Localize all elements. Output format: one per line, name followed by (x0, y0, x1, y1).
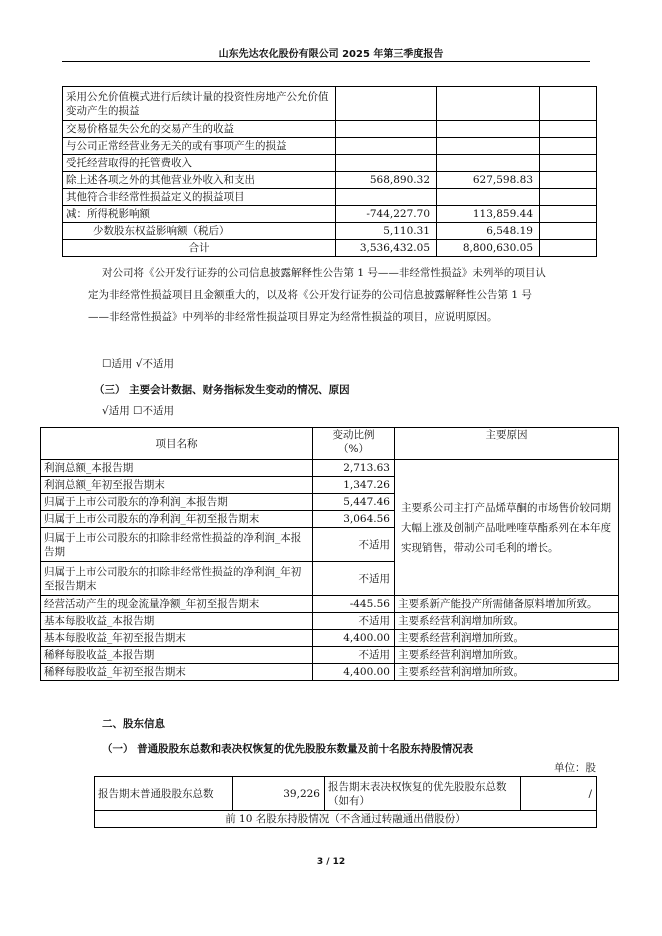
table-row (63, 189, 597, 206)
table-header-row (41, 428, 619, 460)
note-cell (540, 138, 597, 155)
applicability-check-2: √适用 ☐不适用 (102, 405, 174, 417)
value-ytd: 113,859.44 (437, 206, 540, 223)
section-two-one-title: （一） 普通股股东总数和表决权恢复的优先股股东数量及前十名股东持股情况表 (102, 743, 474, 755)
table-row (41, 596, 619, 613)
table-row-total (63, 240, 597, 257)
section-two-title: 二、股东信息 (102, 718, 165, 730)
page-number: 3 / 12 (316, 857, 346, 867)
top10-holders-caption: 前 10 名股东持股情况（不含通过转融通出借股份） (95, 811, 597, 828)
table-row (41, 647, 619, 664)
common-holders-label: 报告期末普通股股东总数 (95, 777, 233, 811)
item-cell: 归属于上市公司股东的净利润_年初至报告期末 (41, 511, 313, 528)
table-row (63, 206, 597, 223)
ratio-cell: 4,400.00 (313, 664, 395, 681)
table-row (41, 460, 619, 477)
ratio-cell: 5,447.46 (313, 494, 395, 511)
header-ratio (313, 428, 395, 460)
item-cell: 利润总额_年初至报告期末 (41, 477, 313, 494)
item-cell: 除上述各项之外的其他营业外收入和支出 (63, 172, 336, 189)
value-current (336, 155, 437, 172)
item-cell: 经营活动产生的现金流量净额_年初至报告期末 (41, 596, 313, 613)
item-cell: 与公司正常经营业务无关的或有事项产生的损益 (63, 138, 336, 155)
page-header-title: 山东先达农化股份有限公司 2025 年第三季度报告 (218, 49, 444, 60)
value-current: 568,890.32 (336, 172, 437, 189)
table-row (63, 121, 597, 138)
non-recurring-items-table (62, 86, 597, 257)
item-cell: 其他符合非经常性损益定义的损益项目 (63, 189, 336, 206)
value-current: 5,110.31 (336, 223, 437, 240)
item-cell: 少数股东权益影响额（税后） (63, 223, 336, 240)
shareholder-count-table (94, 776, 597, 828)
value-ytd: 627,598.83 (437, 172, 540, 189)
note-cell (540, 206, 597, 223)
value-current (336, 138, 437, 155)
table-row (41, 630, 619, 647)
preferred-holders-value: / (521, 777, 597, 811)
value-ytd: 6,548.19 (437, 223, 540, 240)
item-cell: 受托经营取得的托管费收入 (63, 155, 336, 172)
item-cell: 稀释每股收益_年初至报告期末 (41, 664, 313, 681)
item-cell: 归属于上市公司股东的扣除非经常性损益的净利润_年初至报告期末 (41, 562, 313, 596)
header-rule (62, 61, 590, 62)
ratio-cell: 不适用 (313, 528, 395, 562)
item-cell: 减：所得税影响额 (63, 206, 336, 223)
ratio-cell: 2,713.63 (313, 460, 395, 477)
value-ytd (437, 87, 540, 121)
item-cell: 采用公允价值模式进行后续计量的投资性房地产公允价值变动产生的损益 (63, 87, 336, 121)
item-cell: 利润总额_本报告期 (41, 460, 313, 477)
table-row (41, 664, 619, 681)
note-cell (540, 155, 597, 172)
header-ratio-line1: 变动比例 (332, 429, 375, 441)
total-ytd: 8,800,630.05 (437, 240, 540, 257)
paragraph-line: ——非经常性损益》中列举的非经常性损益项目界定为经常性损益的项目，应说明原因。 (88, 311, 498, 323)
table-row (41, 613, 619, 630)
section-three-title: （三） 主要会计数据、财务指标发生变动的情况、原因 (94, 384, 350, 396)
item-cell: 归属于上市公司股东的扣除非经常性损益的净利润_本报告期 (41, 528, 313, 562)
table-row (63, 87, 597, 121)
note-cell (540, 121, 597, 138)
table-row (95, 777, 597, 811)
header-ratio-line2: （%） (338, 443, 369, 455)
header-reason: 主要原因 (395, 428, 619, 460)
reason-cell: 主要系经营利润增加所致。 (395, 613, 619, 630)
unit-label: 单位：股 (554, 762, 596, 774)
preferred-holders-label: 报告期末表决权恢复的优先股股东总数（如有） (325, 777, 521, 811)
merged-reason-cell: 主要系公司主打产品烯草酮的市场售价较同期大幅上涨及创制产品吡唑喹草酯系列在本年度实现销售，带动公司毛利的增长。 (395, 460, 619, 596)
note-cell (540, 240, 597, 257)
item-cell: 交易价格显失公允的交易产生的收益 (63, 121, 336, 138)
value-ytd (437, 189, 540, 206)
total-current: 3,536,432.05 (336, 240, 437, 257)
header-item: 项目名称 (41, 428, 313, 460)
ratio-cell: 不适用 (313, 562, 395, 596)
reason-cell: 主要系经营利润增加所致。 (395, 630, 619, 647)
item-cell: 基本每股收益_年初至报告期末 (41, 630, 313, 647)
reason-cell: 主要系经营利润增加所致。 (395, 664, 619, 681)
note-cell (540, 87, 597, 121)
value-current (336, 189, 437, 206)
ratio-cell: 3,064.56 (313, 511, 395, 528)
item-cell: 归属于上市公司股东的净利润_本报告期 (41, 494, 313, 511)
table-row (63, 138, 597, 155)
ratio-cell: 1,347.26 (313, 477, 395, 494)
common-holders-value: 39,226 (233, 777, 325, 811)
applicability-check-1: ☐适用 √不适用 (102, 358, 174, 370)
paragraph-line: 定为非经常性损益项目且金额重大的，以及将《公开发行证券的公司信息披露解释性公告第 1 号 (88, 289, 532, 301)
value-current (336, 121, 437, 138)
value-ytd (437, 138, 540, 155)
ratio-cell: 4,400.00 (313, 630, 395, 647)
reason-cell: 主要系新产能投产所需储备原料增加所致。 (395, 596, 619, 613)
value-current (336, 87, 437, 121)
ratio-cell: -445.56 (313, 596, 395, 613)
item-cell: 稀释每股收益_本报告期 (41, 647, 313, 664)
paragraph-line: 对公司将《公开发行证券的公司信息披露解释性公告第 1 号——非经常性损益》未列举的项目认 (102, 267, 546, 279)
reason-cell: 主要系经营利润增加所致。 (395, 647, 619, 664)
table-row (63, 223, 597, 240)
explanation-paragraph (88, 262, 602, 328)
note-cell (540, 172, 597, 189)
table-row (63, 172, 597, 189)
ratio-cell: 不适用 (313, 613, 395, 630)
note-cell (540, 223, 597, 240)
value-ytd (437, 121, 540, 138)
key-indicator-change-table (40, 427, 619, 681)
item-cell: 基本每股收益_本报告期 (41, 613, 313, 630)
note-cell (540, 189, 597, 206)
ratio-cell: 不适用 (313, 647, 395, 664)
value-ytd (437, 155, 540, 172)
total-label: 合计 (63, 240, 336, 257)
table-row (95, 811, 597, 828)
value-current: -744,227.70 (336, 206, 437, 223)
table-row (63, 155, 597, 172)
